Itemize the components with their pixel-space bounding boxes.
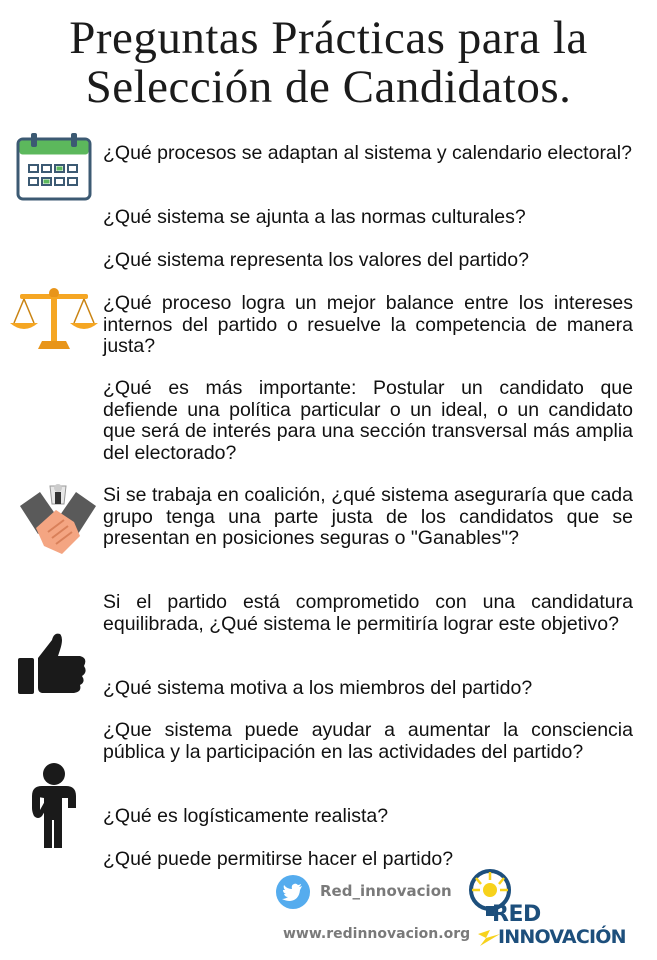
twitter-icon[interactable]	[275, 874, 311, 910]
brand-name-line-2: INNOVACIÓN	[498, 926, 626, 948]
question-11: ¿Qué puede permitirse hacer el partido?	[103, 848, 454, 870]
question-2: ¿Qué sistema se ajunta a las normas culturales?	[103, 206, 526, 228]
twitter-handle[interactable]: Red_innovacion	[320, 882, 452, 900]
title-line-2: Selección de Candidatos.	[85, 61, 572, 113]
title-line-1: Preguntas Prácticas para la	[69, 12, 588, 64]
question-5: ¿Qué es más importante: Postular un candidato que defiende una política particular o un ideal, o un candidato que será de interés para una sección transversal más amplia del electorado?	[103, 377, 633, 464]
scales-icon	[8, 285, 100, 351]
brand-name-line-1: RED	[492, 902, 541, 927]
calendar-icon	[16, 133, 92, 201]
website-link[interactable]: www.redinnovacion.org	[283, 926, 471, 942]
thumbs-up-icon	[18, 632, 88, 696]
thinking-person-icon	[28, 762, 80, 850]
page-title	[0, 14, 657, 112]
question-8: ¿Qué sistema motiva a los miembros del partido?	[103, 677, 533, 699]
question-9: ¿Que sistema puede ayudar a aumentar la consciencia pública y la participación en las actividades del partido?	[103, 719, 633, 763]
handshake-icon	[18, 484, 98, 560]
question-7: Si el partido está comprometido con una candidatura equilibrada, ¿Qué sistema le permitiría lograr este objetivo?	[103, 591, 633, 635]
question-4: ¿Qué proceso logra un mejor balance entre los intereses internos del partido o resuelve la competencia de manera justa?	[103, 292, 633, 357]
question-6: Si se trabaja en coalición, ¿qué sistema aseguraría que cada grupo tenga una parte justa de los candidatos que se presentan en posiciones seguras o "Ganables"?	[103, 484, 633, 549]
question-3: ¿Qué sistema representa los valores del partido?	[103, 249, 529, 271]
question-1: ¿Qué procesos se adaptan al sistema y calendario electoral?	[103, 142, 632, 164]
question-10: ¿Qué es logísticamente realista?	[103, 805, 389, 827]
